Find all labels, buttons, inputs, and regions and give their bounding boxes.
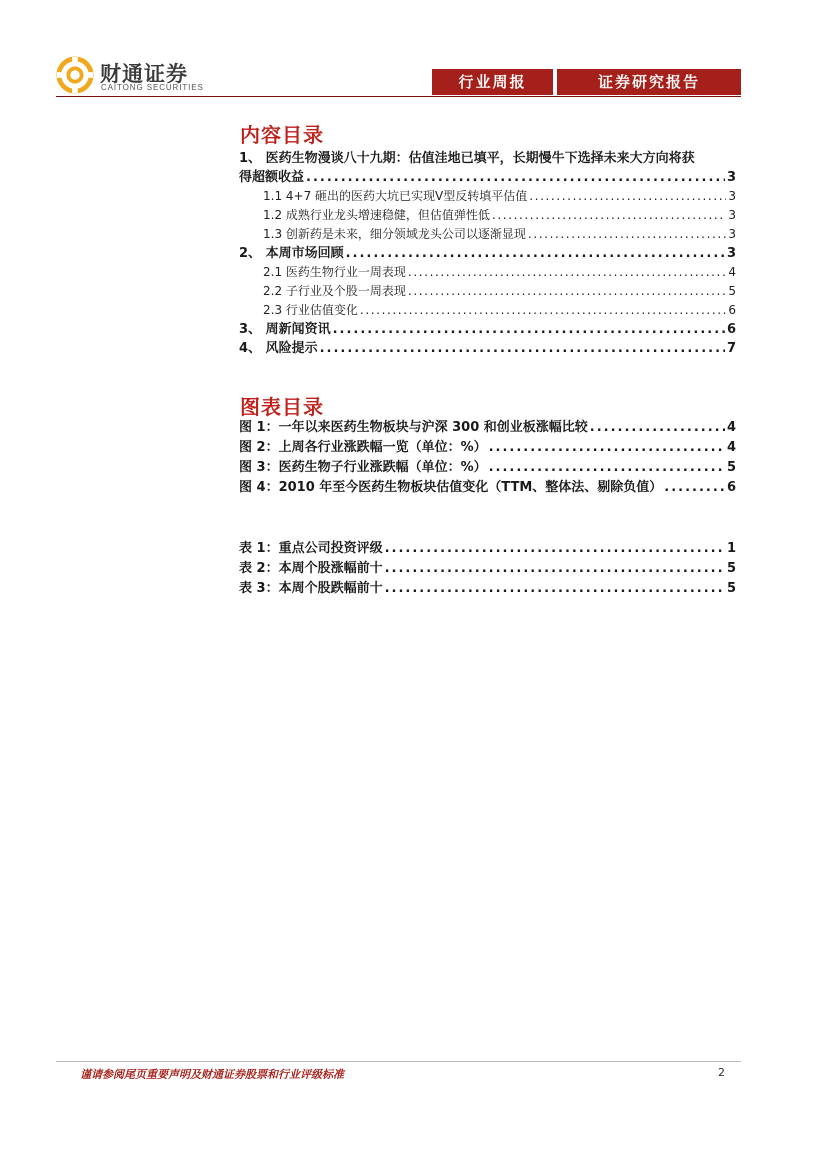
figure-entry-text: 图 2：上周各行业涨跌幅一览（单位：%） [239,440,487,455]
toc-entry-1-3[interactable] [239,225,736,244]
toc-page-number: 3 [726,246,736,261]
brand-name-cn: 财通证券 [100,62,188,86]
table-page-number: 1 [726,541,736,556]
toc-entry-2-1[interactable] [239,263,736,282]
table-entry-text: 表 2：本周个股涨幅前十 [239,561,383,576]
toc-page-number: 7 [726,341,736,356]
footer-divider [56,1061,741,1062]
toc-page-number: 3 [728,189,736,203]
report-type-tabs [432,69,741,95]
toc-entry-text: 2.3 行业估值变化 [263,303,358,317]
toc-entry-2-2[interactable] [239,282,736,301]
figure-entry-text: 图 3：医药生物子行业涨跌幅（单位：%） [239,460,487,475]
caitong-logo [56,56,216,96]
figure-entry-3[interactable] [239,458,736,478]
toc-entry-text: 2、 本周市场回顾 [239,246,344,261]
header-divider [56,96,741,97]
toc-page-number: 3 [728,227,736,241]
table-entry-text: 表 3：本周个股跌幅前十 [239,581,383,596]
table-entry-3[interactable] [239,579,736,599]
toc-entry-1-line1[interactable]: 1、 医药生物漫谈八十九期：估值洼地已填平，长期慢牛下选择未来大方向将获 [239,151,695,166]
toc-page-number: 5 [728,284,736,298]
toc-entry-2[interactable] [239,244,736,263]
toc-page-number: 6 [728,303,736,317]
figure-page-number: 4 [726,420,736,435]
toc-entry-text: 2.1 医药生物行业一周表现 [263,265,406,279]
toc-entry-text: 2.2 子行业及个股一周表现 [263,284,406,298]
industry-weekly-label: 行业周报 [432,69,553,95]
table-entry-text: 表 1：重点公司投资评级 [239,541,383,556]
toc-page-number: 3 [728,208,736,222]
figure-entry-1[interactable] [239,418,736,438]
toc-entry-1-1[interactable] [239,187,736,206]
caitong-logo-icon [56,56,94,94]
figure-entry-4[interactable] [239,478,736,498]
page-number: 2 [718,1066,725,1079]
brand-name-en: CAITONG SECURITIES [101,83,204,92]
tables-toc [239,539,736,599]
toc-entry-3[interactable] [239,320,736,339]
figure-page-number: 6 [726,480,736,495]
disclaimer-note: 谨请参阅尾页重要声明及财通证券股票和行业评级标准 [80,1068,344,1081]
toc-entry-text: 1.3 创新药是未来，细分领域龙头公司以逐渐显现 [263,227,526,241]
toc-entry-4[interactable] [239,339,736,358]
securities-research-label: 证券研究报告 [557,69,741,95]
toc-entry-text: 得超额收益 [239,170,305,185]
figures-title: 图表目录 [240,395,324,419]
table-entry-1[interactable] [239,539,736,559]
contents-toc [239,149,736,358]
figure-page-number: 4 [726,440,736,455]
table-page-number: 5 [726,581,736,596]
figure-page-number: 5 [726,460,736,475]
toc-entry-text: 1.2 成熟行业龙头增速稳健，但估值弹性低 [263,208,490,222]
contents-title: 内容目录 [240,123,324,147]
toc-entry-1[interactable] [239,168,736,187]
table-page-number: 5 [726,561,736,576]
table-entry-2[interactable] [239,559,736,579]
figure-entry-2[interactable] [239,438,736,458]
toc-page-number: 6 [726,322,736,337]
figures-toc [239,418,736,498]
figure-entry-text: 图 4：2010 年至今医药生物板块估值变化（TTM、整体法、剔除负值） [239,480,663,495]
toc-entry-text: 3、 周新闻资讯 [239,322,331,337]
toc-entry-1-2[interactable] [239,206,736,225]
toc-page-number: 4 [728,265,736,279]
toc-page-number: 3 [726,170,736,185]
toc-entry-text: 4、 风险提示 [239,341,318,356]
toc-entry-text: 1.1 4+7 砸出的医药大坑已实现Ⅴ型反转填平估值 [263,189,528,203]
figure-entry-text: 图 1：一年以来医药生物板块与沪深 300 和创业板涨幅比较 [239,420,588,435]
toc-entry-2-3[interactable] [239,301,736,320]
